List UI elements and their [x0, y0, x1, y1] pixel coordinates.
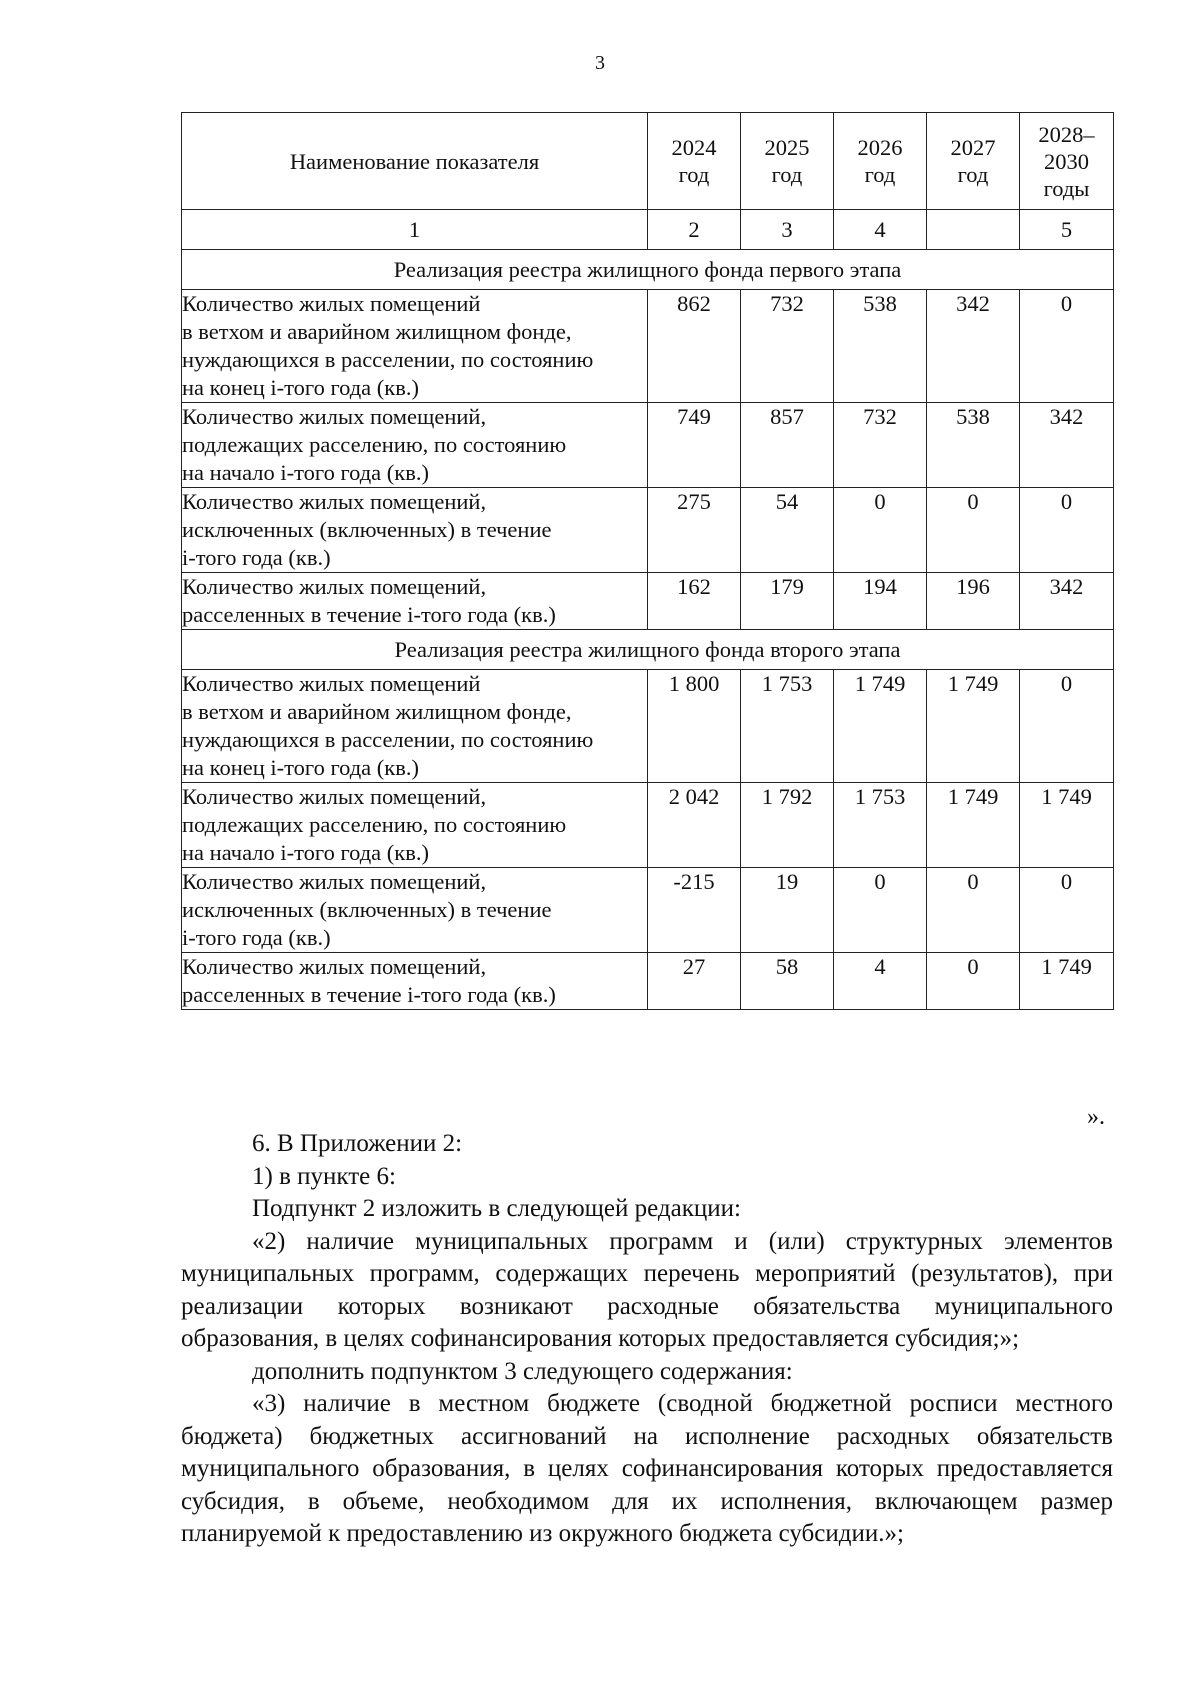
- header-year-line: год: [864, 162, 896, 187]
- indicator-name-line: на конец i-того года (кв.): [182, 375, 419, 400]
- page-number: 3: [595, 52, 605, 74]
- table-row: [182, 403, 1114, 488]
- value-cell: 1 792: [741, 783, 834, 868]
- column-number: 3: [741, 210, 834, 250]
- indicator-name-line: расселенных в течение i-того года (кв.): [182, 602, 556, 627]
- value-cell: 749: [648, 403, 741, 488]
- header-year-line: 2024: [671, 135, 717, 160]
- indicator-name: [182, 953, 648, 1010]
- indicator-name: [182, 488, 648, 573]
- header-year-line: 2025: [764, 135, 810, 160]
- paragraph: 6. В Приложении 2:: [252, 1130, 463, 1157]
- header-year-2024: [648, 113, 741, 210]
- header-year-line: год: [957, 162, 989, 187]
- header-year-line: год: [771, 162, 803, 187]
- value-cell: 0: [927, 488, 1020, 573]
- indicators-table: [181, 112, 1114, 1010]
- value-cell: 196: [927, 573, 1020, 630]
- value-cell: 1 749: [927, 783, 1020, 868]
- indicator-name: [182, 573, 648, 630]
- value-cell: 27: [648, 953, 741, 1010]
- table-row: [182, 868, 1114, 953]
- value-cell: 1 749: [1020, 783, 1114, 868]
- closing-quote-mark: ».: [1087, 1104, 1105, 1130]
- paragraph: «3) наличие в местном бюджете (сводной бюджетной росписи местного бюджета) бюджетных ассигнований на исполнение расходных обязательств муниципального образования, в целях софинансирования которых предоставляется субсидия, в объеме, необходимом для их исполнения, включающем размер планируемой к предоставлению из окружного бюджета субсидии.»;: [181, 1390, 1113, 1547]
- paragraph: дополнить подпунктом 3 следующего содержания:: [252, 1357, 793, 1385]
- indicator-name: [182, 670, 648, 783]
- value-cell: 342: [1020, 403, 1114, 488]
- value-cell: 0: [927, 868, 1020, 953]
- value-cell: 732: [741, 290, 834, 403]
- indicator-name: [182, 290, 648, 403]
- indicator-name-line: исключенных (включенных) в течение: [182, 897, 552, 922]
- value-cell: 0: [834, 488, 927, 573]
- table-row: [182, 783, 1114, 868]
- header-year-2025: [741, 113, 834, 210]
- table-header-row: [182, 113, 1114, 210]
- value-cell: 538: [927, 403, 1020, 488]
- value-cell: 2 042: [648, 783, 741, 868]
- value-cell: 194: [834, 573, 927, 630]
- value-cell: 4: [834, 953, 927, 1010]
- value-cell: 0: [834, 868, 927, 953]
- value-cell: 54: [741, 488, 834, 573]
- value-cell: 0: [1020, 670, 1114, 783]
- indicator-name: [182, 783, 648, 868]
- body-text: [181, 1128, 1113, 1551]
- indicator-name-line: i-того года (кв.): [182, 545, 331, 570]
- indicator-name-line: Количество жилых помещений,: [182, 489, 487, 514]
- column-numbers-row: [182, 210, 1114, 250]
- section-row: [182, 250, 1114, 290]
- value-cell: 0: [1020, 290, 1114, 403]
- header-year-line: 2027: [950, 135, 996, 160]
- value-cell: 857: [741, 403, 834, 488]
- header-year-line: 2030: [1044, 148, 1089, 174]
- table-row: [182, 670, 1114, 783]
- paragraph: «2) наличие муниципальных программ и (или) структурных элементов муниципальных программ, содержащих перечень мероприятий (результатов), при реализации которых возникают расходные обязательства муниципального образования, в целях софинансирования которых предоставляется субсидия;»;: [181, 1227, 1113, 1352]
- column-number: 1: [182, 210, 648, 250]
- value-cell: 1 749: [927, 670, 1020, 783]
- indicator-name-line: исключенных (включенных) в течение: [182, 517, 552, 542]
- indicator-name-line: Количество жилых помещений,: [182, 404, 487, 429]
- indicator-name-line: на начало i-того года (кв.): [182, 840, 429, 865]
- value-cell: 1 753: [834, 783, 927, 868]
- value-cell: 1 749: [834, 670, 927, 783]
- header-year-2028-2030: [1020, 113, 1114, 210]
- indicator-name-line: Количество жилых помещений,: [182, 574, 487, 599]
- value-cell: 1 753: [741, 670, 834, 783]
- value-cell: 162: [648, 573, 741, 630]
- header-year-line: 2026: [857, 135, 903, 160]
- value-cell: 0: [927, 953, 1020, 1010]
- indicator-name-line: Количество жилых помещений: [182, 291, 481, 316]
- header-year-2026: [834, 113, 927, 210]
- value-cell: 1 749: [1020, 953, 1114, 1010]
- indicator-name-line: Количество жилых помещений,: [182, 954, 487, 979]
- indicator-name-line: в ветхом и аварийном жилищном фонде,: [182, 319, 572, 344]
- value-cell: 538: [834, 290, 927, 403]
- indicator-name-line: на начало i-того года (кв.): [182, 460, 429, 485]
- indicator-name-line: подлежащих расселению, по состоянию: [182, 812, 567, 837]
- header-year-line: годы: [1043, 175, 1090, 201]
- section-row: [182, 630, 1114, 670]
- header-indicator-name: Наименование показателя: [182, 113, 648, 210]
- value-cell: 862: [648, 290, 741, 403]
- indicator-name-line: нуждающихся в расселении, по состоянию: [182, 727, 594, 752]
- value-cell: -215: [648, 868, 741, 953]
- indicator-name-line: подлежащих расселению, по состоянию: [182, 432, 567, 457]
- value-cell: 58: [741, 953, 834, 1010]
- value-cell: 0: [1020, 488, 1114, 573]
- value-cell: 1 800: [648, 670, 741, 783]
- indicator-name: [182, 403, 648, 488]
- table-row: [182, 573, 1114, 630]
- column-number: 4: [834, 210, 927, 250]
- indicator-name-line: Количество жилых помещений,: [182, 784, 487, 809]
- indicator-name-line: на конец i-того года (кв.): [182, 755, 419, 780]
- value-cell: 342: [1020, 573, 1114, 630]
- indicator-name-line: нуждающихся в расселении, по состоянию: [182, 347, 594, 372]
- indicator-name-line: в ветхом и аварийном жилищном фонде,: [182, 699, 572, 724]
- table-row: [182, 488, 1114, 573]
- section-title: Реализация реестра жилищного фонда первого этапа: [182, 250, 1114, 290]
- indicator-name-line: расселенных в течение i-того года (кв.): [182, 982, 556, 1007]
- column-number: 5: [1020, 210, 1114, 250]
- value-cell: 0: [1020, 868, 1114, 953]
- column-number: 2: [648, 210, 741, 250]
- indicator-name: [182, 868, 648, 953]
- header-year-2027: [927, 113, 1020, 210]
- paragraph: Подпункт 2 изложить в следующей редакции:: [252, 1195, 741, 1222]
- value-cell: 342: [927, 290, 1020, 403]
- indicator-name-line: i-того года (кв.): [182, 925, 331, 950]
- value-cell: 732: [834, 403, 927, 488]
- indicator-name-line: Количество жилых помещений: [182, 671, 481, 696]
- table-row: [182, 953, 1114, 1010]
- table-body: [182, 250, 1114, 1010]
- value-cell: 19: [741, 868, 834, 953]
- section-title: Реализация реестра жилищного фонда второго этапа: [182, 630, 1114, 670]
- value-cell: 275: [648, 488, 741, 573]
- header-year-line: 2028–: [1038, 121, 1095, 147]
- indicator-name-line: Количество жилых помещений,: [182, 869, 487, 894]
- paragraph: 1) в пункте 6:: [252, 1162, 396, 1190]
- column-number: [927, 210, 1020, 250]
- header-year-line: год: [678, 162, 710, 187]
- table-row: [182, 290, 1114, 403]
- value-cell: 179: [741, 573, 834, 630]
